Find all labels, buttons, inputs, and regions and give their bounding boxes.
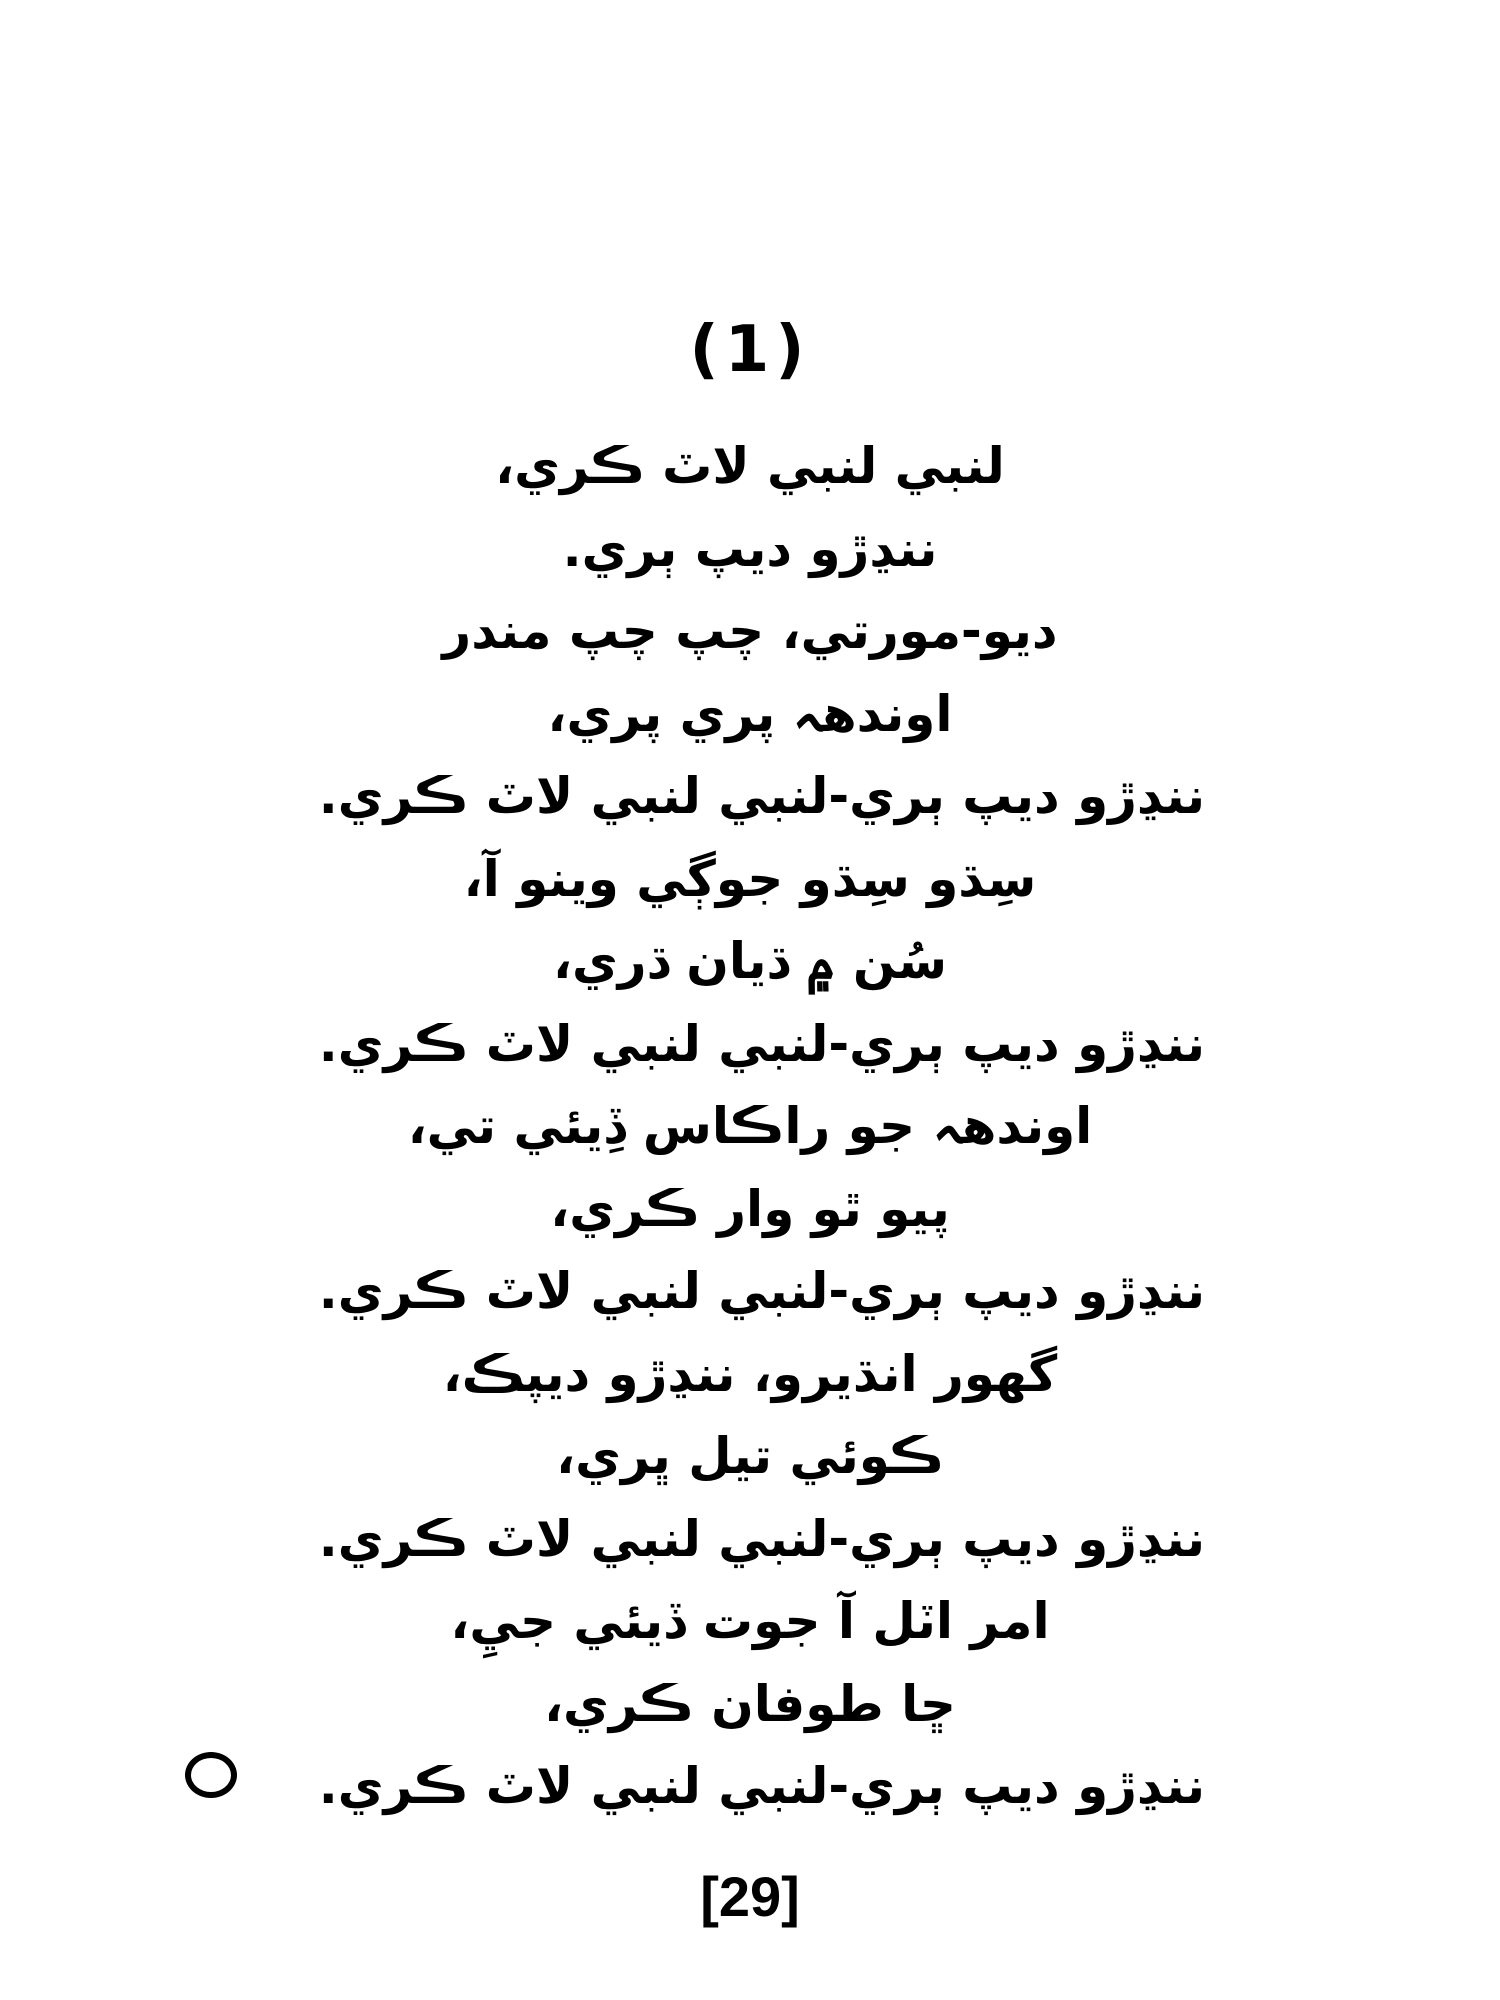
poem-line: پيو ٿو وار ڪري، bbox=[550, 1179, 950, 1238]
poem-line: سُن ۾ ڌيان ڌري، bbox=[552, 932, 948, 990]
poem-line: اوندهہ جو راڪاس ڏِيئي تي، bbox=[407, 1097, 1093, 1155]
poem-number: (1) bbox=[689, 313, 811, 387]
page-number: [29] bbox=[700, 1865, 800, 1928]
end-of-poem-circle-icon bbox=[185, 1752, 237, 1798]
poem-line: سِڌو سِڌو جوڳي وينو آ، bbox=[463, 849, 1037, 908]
poem-line: گهور انڌيرو، ننڍڙو ديپڪ، bbox=[442, 1344, 1058, 1403]
poem-line: ڇا طوفان ڪري، bbox=[544, 1674, 956, 1733]
poem-line: امر اٽل آ جوت ڏيئي جيِ، bbox=[450, 1592, 1050, 1650]
poem-refrain-line: ننڍڙو ديپ ٻري-لنبي لنبي لاٽ ڪري. bbox=[318, 1014, 1205, 1073]
poem-line: ڪوئي تيل ڀري، bbox=[556, 1427, 944, 1485]
poem-line: ديو-مورتي، چپ چپ مندر bbox=[442, 602, 1058, 660]
poem-line: اوندهہ پري پري، bbox=[547, 684, 953, 743]
poem-refrain-line: ننڍڙو ديپ ٻري-لنبي لنبي لاٽ ڪري. bbox=[318, 767, 1205, 825]
poem-line: ننڍڙو ديپ ٻري. bbox=[562, 519, 938, 578]
poem-refrain-line: ننڍڙو ديپ ٻري-لنبي لنبي لاٽ ڪري. bbox=[318, 1757, 1205, 1815]
poem-refrain-line: ننڍڙو ديپ ٻري-لنبي لنبي لاٽ ڪري. bbox=[318, 1262, 1205, 1320]
poem-body bbox=[250, 425, 1250, 1828]
poem-refrain-line: ننڍڙو ديپ ٻري-لنبي لنبي لاٽ ڪري. bbox=[318, 1509, 1205, 1568]
poem-line: لنبي لنبي لاٽ ڪري، bbox=[495, 437, 1005, 495]
